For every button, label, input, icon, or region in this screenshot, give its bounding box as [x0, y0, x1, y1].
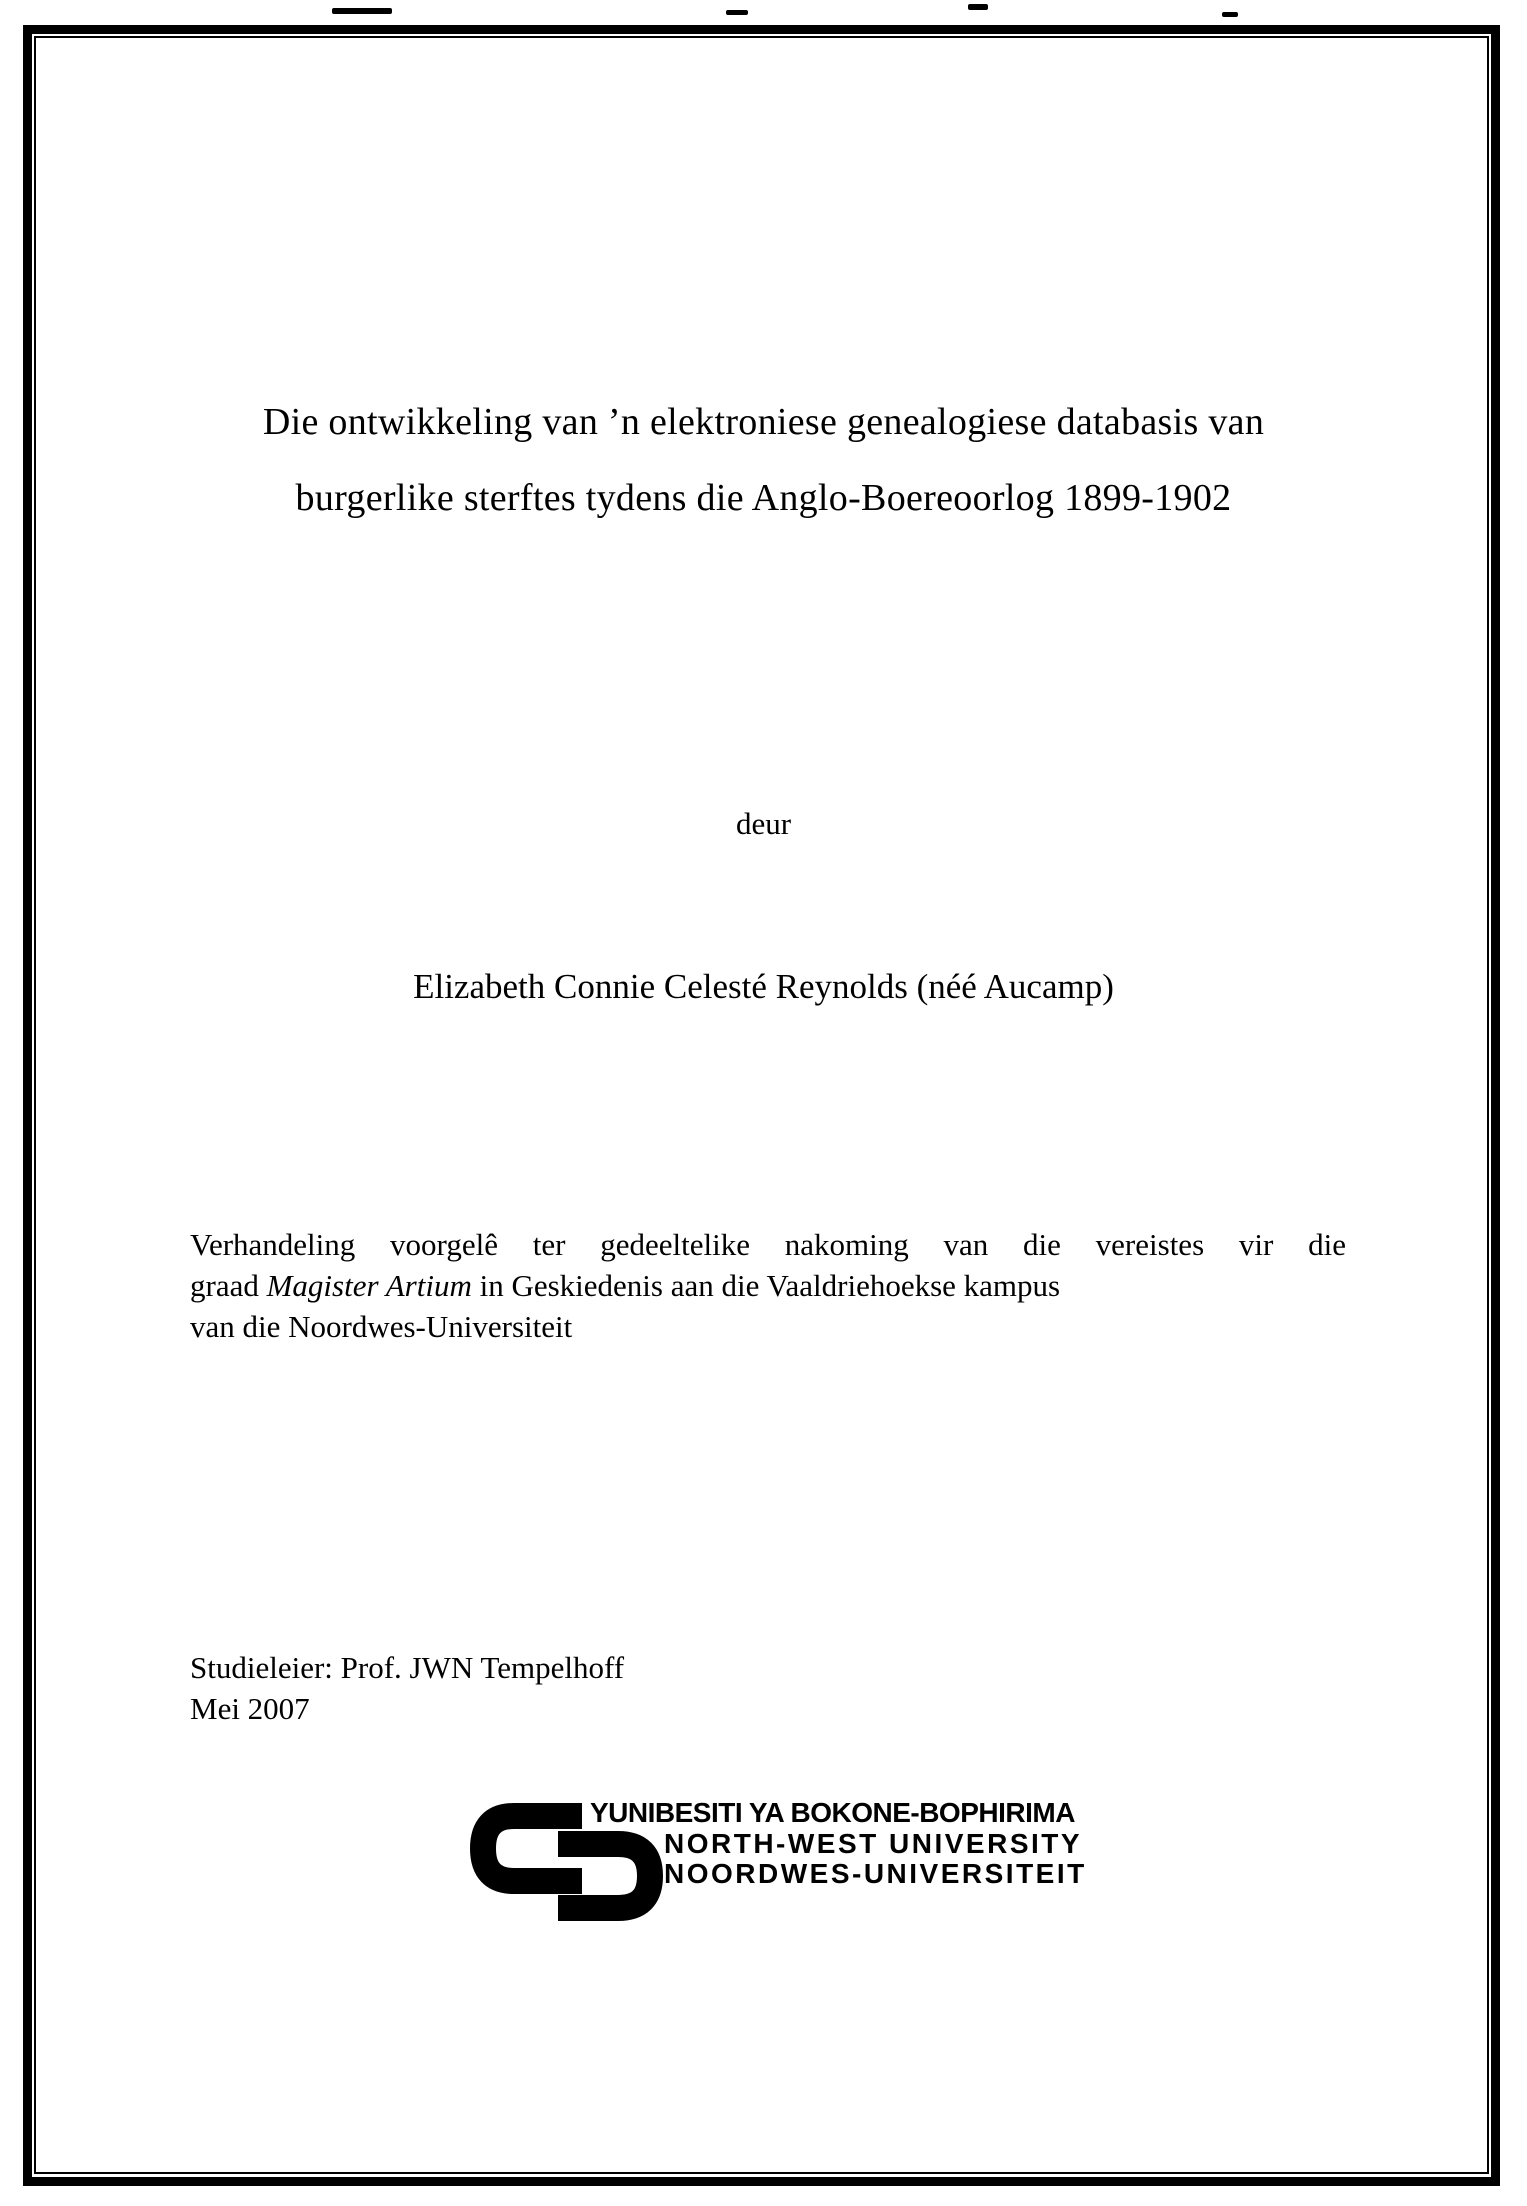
supervisor-line: Studieleier: Prof. JWN Tempelhoff	[190, 1650, 625, 1685]
logo-text-afrikaans: NOORDWES-UNIVERSITEIT	[664, 1858, 1087, 1889]
logo-text-setswana: YUNIBESITI YA BOKONE-BOPHIRIMA	[590, 1797, 1075, 1828]
thesis-title-line-2: burgerlike sterftes tydens die Anglo-Boereoorlog 1899-1902	[295, 477, 1232, 519]
byline-label: deur	[735, 806, 792, 841]
date-line: Mei 2007	[190, 1691, 310, 1726]
author-name: Elizabeth Connie Celesté Reynolds (néé Aucamp)	[413, 967, 1114, 1006]
degree-statement	[190, 1224, 1346, 1347]
scan-speck	[1222, 12, 1238, 17]
degree-statement-line-1: Verhandeling voorgelê ter gedeeltelike nakoming van die vereistes vir die	[190, 1227, 1346, 1262]
logo-text-english: NORTH-WEST UNIVERSITY	[664, 1828, 1083, 1859]
scan-speck	[726, 10, 748, 15]
degree-statement-line-3: van die Noordwes-Universiteit	[190, 1309, 573, 1344]
thesis-title	[110, 384, 1417, 536]
supervisor-block	[190, 1647, 624, 1729]
scan-speck	[968, 4, 988, 10]
degree-statement-line-2: graad Magister Artium in Geskiedenis aan die Vaaldriehoekse kampus	[190, 1268, 1061, 1303]
thesis-title-line-1: Die ontwikkeling van ’n elektroniese genealogiese databasis van	[262, 401, 1265, 443]
scan-speck	[332, 8, 392, 14]
